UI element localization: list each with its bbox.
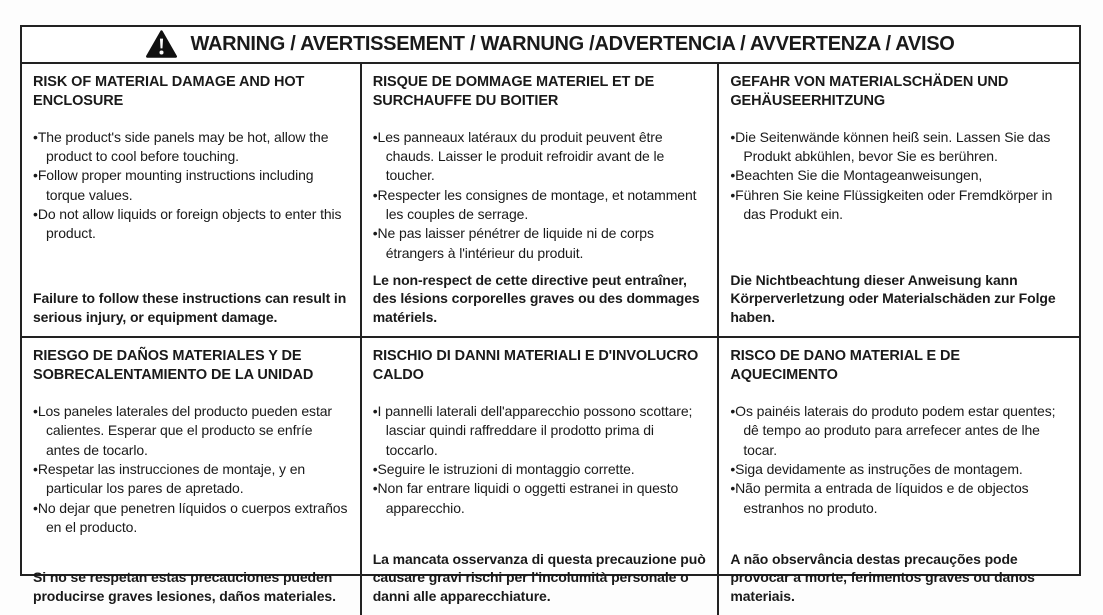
bullet-item: • Respetar las instrucciones de montaje, y en particular los pares de apretado. xyxy=(33,460,349,499)
cell-heading: RISK OF MATERIAL DAMAGE AND HOT ENCLOSURE xyxy=(33,74,305,109)
cell-footer: A não observância destas precauções pode provocar a morte, ferimentos graves ou danos materiais. xyxy=(730,550,1035,604)
warning-triangle-icon xyxy=(146,30,177,58)
warning-cell-portuguese xyxy=(719,336,1079,615)
bullet-list xyxy=(373,128,707,263)
cell-footer: Si no se respetan estas precauciones pueden producirse graves lesiones, daños materiales. xyxy=(33,569,336,604)
cell-footer: Le non-respect de cette directive peut entraîner, des lésions corporelles graves ou des dommages matériels. xyxy=(372,271,700,325)
warning-cell-french xyxy=(362,64,720,336)
cell-footer: Failure to follow these instructions can result in serious injury, or equipment damage. xyxy=(33,290,347,325)
cell-heading: RISCHIO DI DANNI MATERIALI E D'INVOLUCRO CALDO xyxy=(372,348,699,384)
warning-header-title: WARNING / AVERTISSEMENT / WARNUNG /ADVERTENCIA / AVVERTENZA / AVISO xyxy=(190,33,955,55)
bullet-item: • Die Seitenwände können heiß sein. Lassen Sie das Produkt abkühlen, bevor Sie es berühren. xyxy=(730,128,1068,167)
bullet-item: • Les panneaux latéraux du produit peuvent être chauds. Laisser le produit refroidir avant de le toucher. xyxy=(373,128,707,186)
bullet-item: • Do not allow liquids or foreign objects to enter this product. xyxy=(33,205,349,244)
bullet-list xyxy=(373,402,707,518)
cell-heading: RISCO DE DANO MATERIAL E DE AQUECIMENTO xyxy=(730,348,960,384)
bullet-item: • Não permita a entrada de líquidos e de objectos estranhos no produto. xyxy=(730,479,1068,518)
bullet-item: • Follow proper mounting instructions including torque values. xyxy=(33,166,349,205)
warning-cell-spanish xyxy=(22,336,362,615)
bullet-item: • Los paneles laterales del producto pueden estar calientes. Esperar que el producto se enfríe antes de tocarlo. xyxy=(33,402,349,460)
bullet-item: • Beachten Sie die Montageanweisungen, xyxy=(730,166,1068,185)
bullet-item: • Os painéis laterais do produto podem estar quentes; dê tempo ao produto para arrefecer antes de lhe tocar. xyxy=(730,402,1068,460)
bullet-item: • Non far entrare liquidi o oggetti estranei in questo apparecchio. xyxy=(373,479,707,518)
cell-heading: GEFAHR VON MATERIALSCHÄDEN UND GEHÄUSEERHITZUNG xyxy=(730,74,1009,109)
bullet-list xyxy=(33,128,349,244)
warning-cell-italian xyxy=(362,336,720,615)
bullet-item: • Siga devidamente as instruções de montagem. xyxy=(730,460,1068,479)
warning-header-bar xyxy=(22,27,1079,64)
cell-footer: Die Nichtbeachtung dieser Anweisung kann Körperverletzung oder Materialschäden zur Folge haben. xyxy=(730,271,1056,325)
warning-cell-english xyxy=(22,64,362,336)
bullet-item: • Seguire le istruzioni di montaggio corrette. xyxy=(373,460,707,479)
bullet-item: • Ne pas laisser pénétrer de liquide ni de corps étrangers à l'intérieur du produit. xyxy=(373,224,707,263)
cell-footer: La mancata osservanza di questa precauzione può causare gravi rischi per l'incolumità personale o danni alle apparecchiature. xyxy=(372,550,706,604)
cell-heading: RIESGO DE DAÑOS MATERIALES Y DE SOBRECALENTAMIENTO DE LA UNIDAD xyxy=(33,348,314,384)
warning-cell-german xyxy=(719,64,1079,336)
cell-heading: RISQUE DE DOMMAGE MATERIEL ET DE SURCHAUFFE DU BOITIER xyxy=(372,74,655,109)
warning-label-sheet xyxy=(20,25,1081,604)
bullet-item: • I pannelli laterali dell'apparecchio possono scottare; lasciar quindi raffreddare il prodotto prima di toccarlo. xyxy=(373,402,707,460)
bullet-list xyxy=(730,128,1068,225)
bullet-item: • Respecter les consignes de montage, et notamment les couples de serrage. xyxy=(373,186,707,225)
bullet-item: • No dejar que penetren líquidos o cuerpos extraños en el producto. xyxy=(33,499,349,538)
bullet-list xyxy=(730,402,1068,518)
bullet-list xyxy=(33,402,349,537)
bullet-item: • Führen Sie keine Flüssigkeiten oder Fremdkörper in das Produkt ein. xyxy=(730,186,1068,225)
language-grid xyxy=(22,64,1079,615)
bullet-item: • The product's side panels may be hot, allow the product to cool before touching. xyxy=(33,128,349,167)
